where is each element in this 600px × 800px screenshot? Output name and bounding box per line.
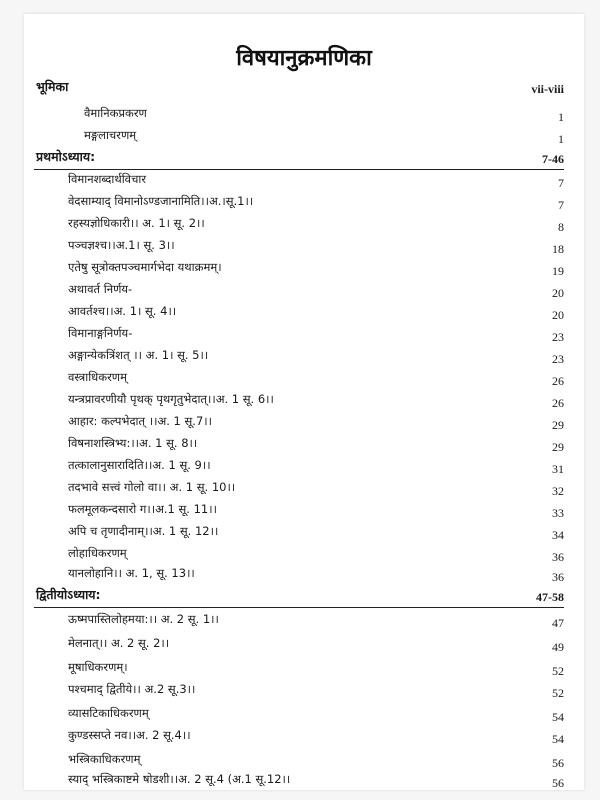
toc-entry-label: लोहाधिकरणम् — [68, 546, 127, 560]
toc-entry-label: पञ्चज्ञश्च।।अ.1। सू. 3।। — [68, 238, 175, 252]
toc-page-number: vii-viii — [531, 82, 564, 96]
table-of-contents — [24, 14, 584, 790]
toc-entry-label: वेदसाम्याद् विमानोऽण्डजानामिति।।अ.।सू.1।। — [68, 194, 254, 208]
toc-page-number: 52 — [552, 664, 564, 678]
toc-page-number: 29 — [552, 440, 564, 454]
toc-page-number: 29 — [552, 418, 564, 432]
toc-row — [24, 562, 584, 584]
toc-row — [24, 748, 584, 770]
toc-entry-label: पश्चमाद् द्वितीये।। अ.2 सू.3।। — [68, 682, 196, 696]
toc-page-number: 47-58 — [536, 590, 564, 604]
toc-row — [24, 256, 584, 278]
toc-page-number: 26 — [552, 396, 564, 410]
toc-page-number: 20 — [552, 286, 564, 300]
toc-row — [24, 322, 584, 344]
toc-page-number: 19 — [552, 264, 564, 278]
toc-row — [24, 656, 584, 678]
toc-entry-label: भूमिका — [36, 79, 69, 94]
toc-page-number: 26 — [552, 374, 564, 388]
toc-chapter-row — [24, 584, 584, 606]
toc-page-number: 1 — [558, 110, 564, 124]
toc-page-number: 7 — [558, 198, 564, 212]
toc-row — [24, 300, 584, 322]
toc-page-number: 47 — [552, 616, 564, 630]
toc-entry-label: फलमूलकन्दसारो ग।।अ.1 सू. 11।। — [68, 502, 217, 516]
toc-page-number: 20 — [552, 308, 564, 322]
toc-entry-label: ऊष्मपास्तिलोहमया:।। अ. 2 सू. 1।। — [68, 612, 219, 626]
toc-row — [24, 432, 584, 454]
toc-row — [24, 234, 584, 256]
document-page — [24, 14, 584, 790]
toc-entry-label: आवर्तश्च।।अ. 1। सू. 4।। — [68, 304, 177, 318]
toc-entry-label: विमानाङ्गनिर्णय- — [68, 326, 133, 340]
toc-page-number: 23 — [552, 330, 564, 344]
toc-row — [24, 678, 584, 700]
toc-row — [24, 388, 584, 410]
toc-page-number: 8 — [558, 220, 564, 234]
toc-entry-label: विमानशब्दार्थविचार — [68, 172, 147, 186]
toc-page-number: 36 — [552, 570, 564, 584]
toc-row — [24, 702, 584, 724]
toc-page-number: 23 — [552, 352, 564, 366]
toc-page-number: 56 — [552, 756, 564, 770]
toc-row — [24, 190, 584, 212]
toc-row — [24, 124, 584, 146]
toc-page-number: 7-46 — [542, 152, 564, 166]
toc-row — [24, 102, 584, 124]
toc-page-number: 31 — [552, 462, 564, 476]
toc-row — [24, 278, 584, 300]
toc-row — [24, 542, 584, 564]
toc-entry-label: प्रथमोऽध्याय: — [36, 149, 96, 164]
toc-row — [24, 168, 584, 190]
toc-entry-label: आहार: कल्पभेदात् ।।अ. 1 सू.7।। — [68, 414, 212, 428]
toc-entry-label: वस्त्राधिकरणम् — [68, 370, 127, 384]
toc-page-number: 54 — [552, 732, 564, 746]
toc-row — [24, 410, 584, 432]
toc-chapter-row — [24, 146, 584, 168]
toc-entry-label: यन्त्रप्रावरणीयौ पृथक् पृथगृतुभेदात्।।अ. 1 सू. 6।। — [68, 392, 274, 406]
toc-page-number: 18 — [552, 242, 564, 256]
toc-entry-label: भस्त्रिकाधिकरणम् — [68, 752, 141, 766]
toc-page-number: 54 — [552, 710, 564, 724]
toc-row — [24, 608, 584, 630]
toc-entry-label: द्वितीयोऽध्याय: — [36, 587, 101, 602]
toc-entry-label: अथावर्त निर्णय- — [68, 282, 133, 296]
toc-row — [24, 768, 584, 790]
toc-row — [24, 212, 584, 234]
toc-entry-label: स्याद् भस्त्रिकाष्टमे षोडशी।।अ. 2 सू.4 (अ.1 सू.12।। — [68, 772, 291, 786]
toc-page-number: 49 — [552, 640, 564, 654]
toc-entry-label: व्यासटिकाधिकरणम् — [68, 706, 149, 720]
toc-entry-label: अङ्गान्येकत्रिंशत् ।। अ. 1। सू. 5।। — [68, 348, 209, 362]
toc-page-number: 1 — [558, 132, 564, 146]
toc-entry-label: मङ्गलाचरणम् — [84, 128, 137, 142]
toc-row — [24, 454, 584, 476]
toc-page-number: 7 — [558, 176, 564, 190]
page-title: विषयानुक्रमणिका — [236, 46, 372, 71]
toc-page-number: 56 — [552, 776, 564, 790]
toc-chapter-row — [24, 76, 584, 98]
toc-entry-label: यानलोहानि।। अ. 1, सू. 13।। — [68, 566, 195, 580]
toc-row — [24, 366, 584, 388]
toc-entry-label: मेलनात्।। अ. 2 सू. 2।। — [68, 636, 170, 650]
toc-row — [24, 724, 584, 746]
toc-entry-label: रहस्यज्ञोधिकारी।। अ. 1। सू. 2।। — [68, 216, 205, 230]
toc-entry-label: विषनाशस्त्रिभ्य:।।अ. 1 सू. 8।। — [68, 436, 198, 450]
toc-entry-label: एतेषु सूत्रोक्तपञ्चमार्गभेदा यथाक्रमम्। — [68, 260, 222, 274]
toc-entry-label: तदभावे सत्त्वं गोलो वा।। अ. 1 सू. 10।। — [68, 480, 236, 494]
toc-page-number: 52 — [552, 686, 564, 700]
toc-row — [24, 498, 584, 520]
toc-page-number: 34 — [552, 528, 564, 542]
toc-entry-label: वैमानिकप्रकरण — [84, 106, 147, 120]
toc-row — [24, 476, 584, 498]
toc-page-number: 33 — [552, 506, 564, 520]
toc-page-number: 36 — [552, 550, 564, 564]
toc-entry-label: तत्कालानुसारादिति।।अ. 1 सू. 9।। — [68, 458, 211, 472]
toc-entry-label: कुण्डस्सप्ते नव।।अ. 2 सू.4।। — [68, 728, 191, 742]
toc-entry-label: मूषाधिकरणम्। — [68, 660, 128, 674]
toc-entry-label: अपि च तृणादीनाम्।।अ. 1 सू. 12।। — [68, 524, 219, 538]
toc-row — [24, 520, 584, 542]
toc-row — [24, 632, 584, 654]
toc-row — [24, 344, 584, 366]
toc-page-number: 32 — [552, 484, 564, 498]
